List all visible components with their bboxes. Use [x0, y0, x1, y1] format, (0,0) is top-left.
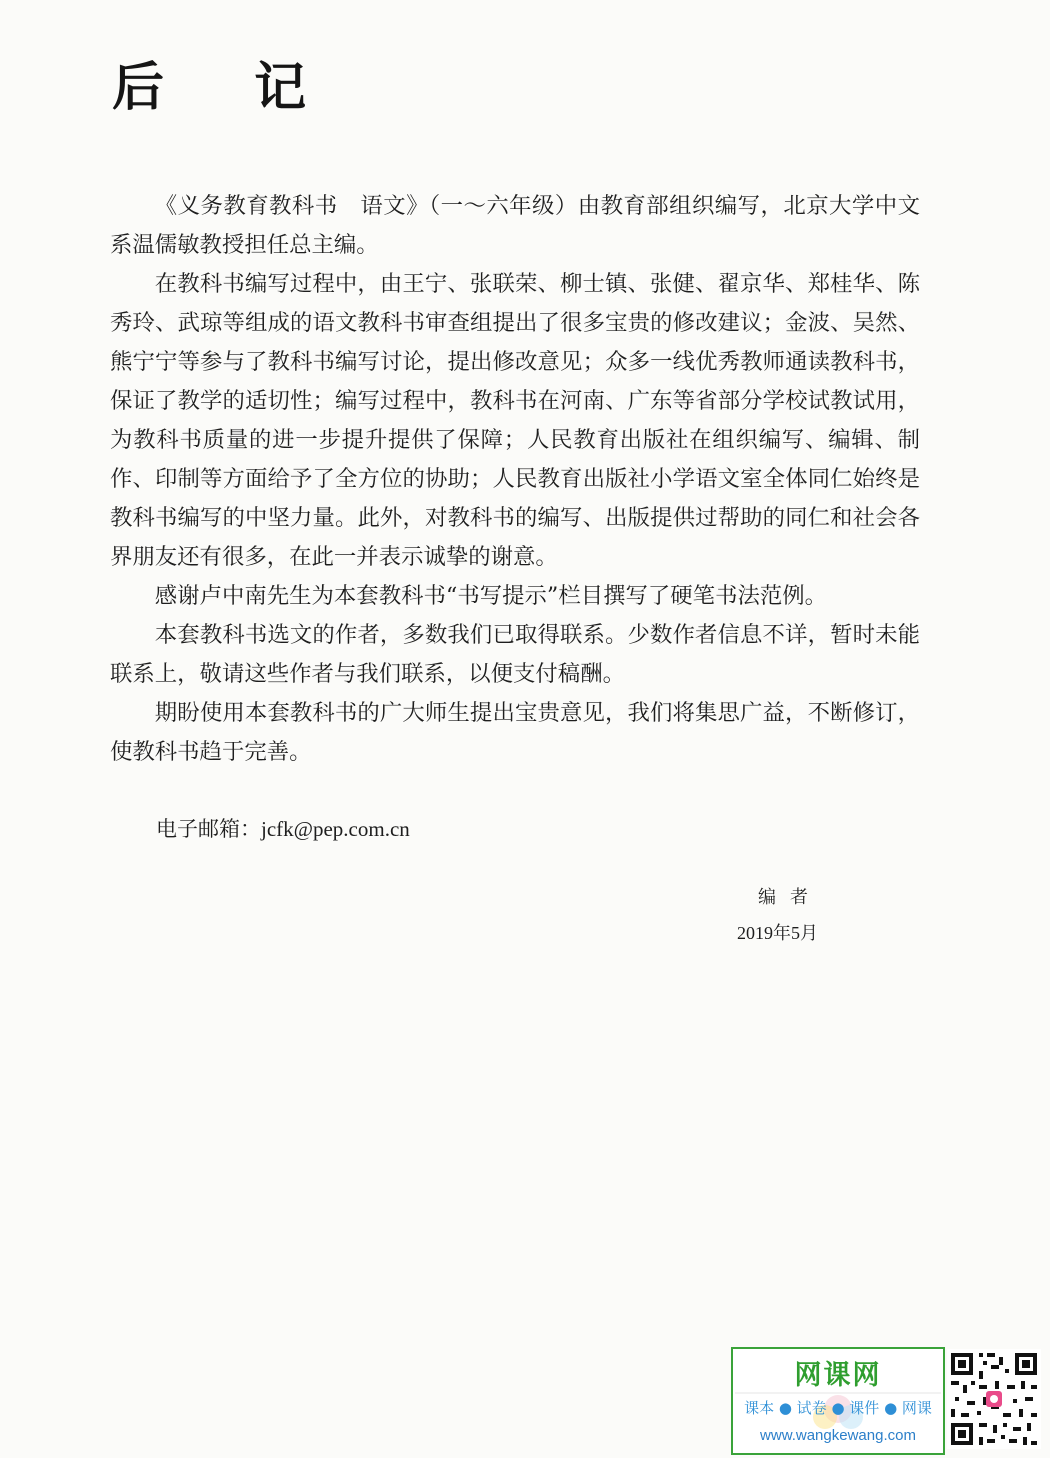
watermark-box — [731, 1347, 945, 1455]
paragraph-3: 感谢卢中南先生为本套教科书“书写提示”栏目撰写了硬笔书法范例。 — [154, 583, 828, 609]
signature-date: 2019年5月 — [737, 923, 818, 943]
paragraph-4: 本套教科书选文的作者，多数我们已取得联系。少数作者信息不详，暂时未能联系上，敬请这些作者与我们联系，以便支付稿酬。 — [110, 622, 920, 687]
watermark-url[interactable]: www.wangkewang.com — [760, 1427, 916, 1444]
email-address[interactable]: jcfk@pep.com.cn — [261, 817, 410, 841]
qr-code-icon — [947, 1349, 1041, 1449]
paragraph-2: 在教科书编写过程中，由王宁、张联荣、柳士镇、张健、翟京华、郑桂华、陈秀玲、武琼等组成的语文教科书审查组提出了很多宝贵的修改建议；金波、吴然、熊宁宁等参与了教科书编写讨论，提出修改意见；众多一线优秀教师通读教科书，保证了教学的适切性；编写过程中，教科书在河南、广东等省部分学校试教试用，为教科书质量的进一步提升提供了保障；人民教育出版社在组织编写、编辑、制作、印制等方面给予了全方位的协助；人民教育出版社小学语文室全体同仁始终是教科书编写的中坚力量。此外，对教科书的编写、出版提供过帮助的同仁和社会各界朋友还有很多，在此一并表示诚挚的谢意。 — [110, 271, 920, 570]
watermark-site-name: 网课网 — [794, 1360, 882, 1391]
paragraph-1: 《义务教育教科书 语文》（一～六年级）由教育部组织编写，北京大学中文系温儒敏教授担任总主编。 — [110, 193, 920, 258]
paragraph-5: 期盼使用本套教科书的广大师生提出宝贵意见，我们将集思广益，不断修订，使教科书趋于完善。 — [110, 700, 920, 765]
watermark — [731, 1347, 1045, 1453]
editor-signature: 编者 — [758, 887, 822, 908]
body-text — [110, 187, 920, 772]
page-title: 后 记 — [112, 58, 343, 118]
email-line — [156, 813, 410, 845]
email-label: 电子邮箱： — [156, 817, 261, 841]
watermark-categories: 课本 ● 试卷 ● 课件 ● 网课 — [744, 1399, 932, 1417]
